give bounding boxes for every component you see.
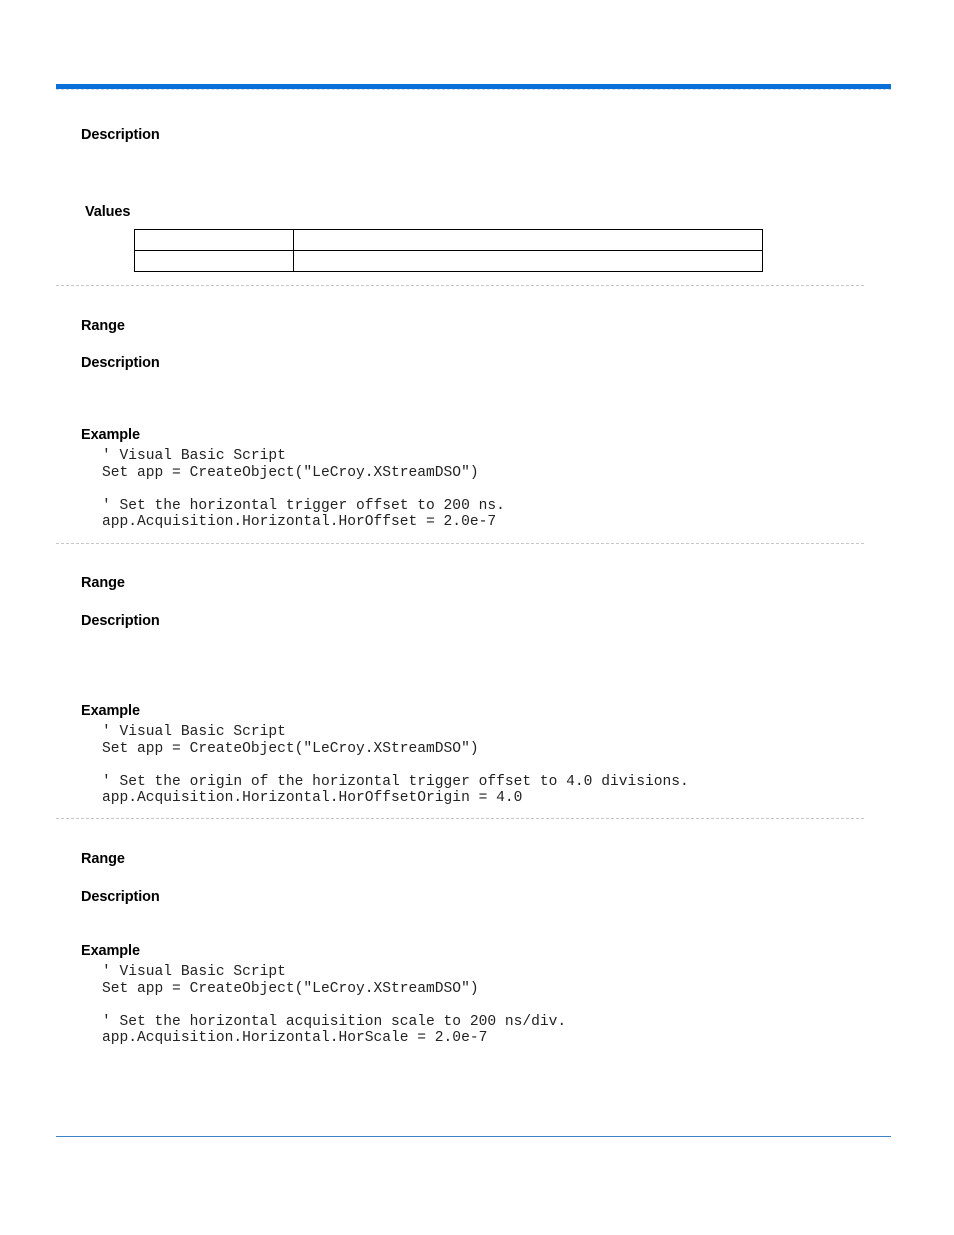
footer-rule xyxy=(56,1136,891,1137)
table-cell xyxy=(135,230,294,251)
description-heading: Description xyxy=(81,355,160,371)
code-example: ' Visual Basic Script Set app = CreateObject("LeCroy.XStreamDSO") ' Set the horizontal acquisition scale to 200 ns/div. app.Acquisition.Horizontal.HorScale = 2.0e-7 xyxy=(102,964,567,1047)
code-example: ' Visual Basic Script Set app = CreateObject("LeCroy.XStreamDSO") ' Set the origin of the horizontal trigger offset to 4.0 divisions. app.Acquisition.Horizontal.HorOffsetOrigin = 4.0 xyxy=(102,724,689,807)
example-heading: Example xyxy=(81,943,140,959)
section-separator xyxy=(56,543,864,544)
example-heading: Example xyxy=(81,427,140,443)
code-example: ' Visual Basic Script Set app = CreateObject("LeCroy.XStreamDSO") ' Set the horizontal trigger offset to 200 ns. app.Acquisition.Horizontal.HorOffset = 2.0e-7 xyxy=(102,448,505,531)
table-cell xyxy=(294,251,763,272)
table-cell xyxy=(135,251,294,272)
description-heading: Description xyxy=(81,613,160,629)
table-row xyxy=(135,230,763,251)
range-heading: Range xyxy=(81,851,125,867)
example-heading: Example xyxy=(81,703,140,719)
range-heading: Range xyxy=(81,318,125,334)
table-row xyxy=(135,251,763,272)
section-separator xyxy=(56,818,864,819)
description-heading: Description xyxy=(81,127,160,143)
table-cell xyxy=(294,230,763,251)
values-table xyxy=(134,229,763,272)
values-heading: Values xyxy=(85,204,131,220)
description-heading: Description xyxy=(81,889,160,905)
range-heading: Range xyxy=(81,575,125,591)
section-separator xyxy=(56,285,864,286)
header-dashed-rule xyxy=(56,89,891,90)
